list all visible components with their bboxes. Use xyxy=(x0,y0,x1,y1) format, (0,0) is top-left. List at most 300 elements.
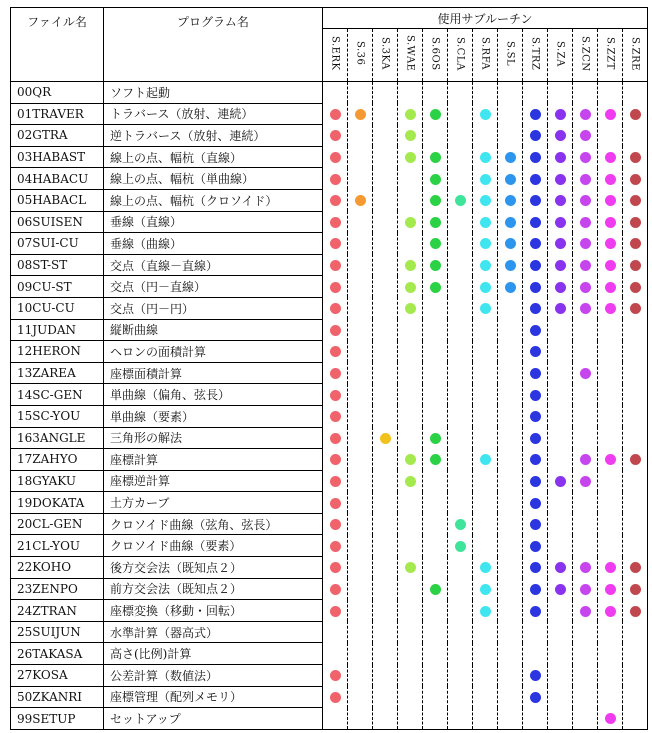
usage-dot xyxy=(480,562,491,573)
usage-cell xyxy=(398,384,423,406)
subroutine-header-label: S.WAE xyxy=(404,35,416,72)
program-name-cell: 水準計算（器高式） xyxy=(104,621,323,643)
usage-cell xyxy=(548,405,573,427)
usage-cell xyxy=(423,233,448,255)
usage-cell xyxy=(373,233,398,255)
file-name-cell: 19DOKATA xyxy=(11,492,104,514)
usage-dot xyxy=(605,303,616,314)
usage-cell xyxy=(573,557,598,579)
usage-cell xyxy=(448,686,473,708)
usage-cell xyxy=(548,470,573,492)
usage-cell xyxy=(348,643,373,665)
usage-dot xyxy=(330,195,341,206)
usage-cell xyxy=(398,427,423,449)
subroutine-header xyxy=(448,29,473,82)
usage-cell xyxy=(323,492,348,514)
usage-cell xyxy=(423,600,448,622)
file-name-cell: 22KOHO xyxy=(11,557,104,579)
usage-dot xyxy=(555,217,566,228)
usage-dot xyxy=(480,174,491,185)
usage-dot xyxy=(330,476,341,487)
usage-cell xyxy=(498,254,523,276)
usage-cell xyxy=(348,535,373,557)
usage-cell xyxy=(573,362,598,384)
usage-dot xyxy=(480,238,491,249)
file-name-cell: 07SUI-CU xyxy=(11,233,104,255)
usage-cell xyxy=(498,405,523,427)
usage-cell xyxy=(398,492,423,514)
usage-cell xyxy=(473,557,498,579)
usage-dot xyxy=(530,498,541,509)
usage-dot xyxy=(330,692,341,703)
usage-dot xyxy=(405,476,416,487)
usage-cell xyxy=(623,168,648,190)
usage-dot xyxy=(505,174,516,185)
usage-dot xyxy=(430,260,441,271)
subroutine-header-label: S.CLA xyxy=(454,36,466,71)
program-name-cell: 後方交会法（既知点２） xyxy=(104,557,323,579)
subroutine-header xyxy=(423,29,448,82)
file-name-cell: 06SUISEN xyxy=(11,211,104,233)
usage-cell xyxy=(323,557,348,579)
usage-dot xyxy=(530,562,541,573)
usage-dot xyxy=(580,454,591,465)
usage-cell xyxy=(323,168,348,190)
usage-dot xyxy=(330,562,341,573)
usage-cell xyxy=(448,254,473,276)
usage-cell xyxy=(498,297,523,319)
usage-cell xyxy=(598,125,623,147)
usage-cell xyxy=(623,103,648,125)
usage-cell xyxy=(498,427,523,449)
usage-cell xyxy=(348,103,373,125)
usage-dot xyxy=(480,303,491,314)
usage-cell xyxy=(348,708,373,730)
subroutine-header xyxy=(373,29,398,82)
usage-cell xyxy=(473,82,498,104)
usage-cell xyxy=(348,276,373,298)
usage-cell xyxy=(498,103,523,125)
usage-cell xyxy=(398,82,423,104)
usage-cell xyxy=(598,362,623,384)
usage-cell xyxy=(448,276,473,298)
usage-dot xyxy=(605,562,616,573)
usage-dot xyxy=(630,174,641,185)
usage-cell xyxy=(498,341,523,363)
usage-cell xyxy=(498,513,523,535)
usage-cell xyxy=(473,168,498,190)
usage-cell xyxy=(523,233,548,255)
usage-cell xyxy=(398,189,423,211)
usage-cell xyxy=(498,449,523,471)
usage-dot xyxy=(330,130,341,141)
usage-cell xyxy=(623,362,648,384)
usage-cell xyxy=(323,384,348,406)
usage-cell xyxy=(623,405,648,427)
usage-cell xyxy=(348,405,373,427)
usage-dot xyxy=(530,174,541,185)
usage-cell xyxy=(548,125,573,147)
usage-cell xyxy=(498,621,523,643)
table-row xyxy=(11,427,648,449)
table-row xyxy=(11,146,648,168)
table-row xyxy=(11,362,648,384)
usage-cell xyxy=(598,254,623,276)
usage-cell xyxy=(348,449,373,471)
usage-cell xyxy=(498,146,523,168)
usage-cell xyxy=(573,233,598,255)
usage-dot xyxy=(330,519,341,530)
program-name-cell: 垂線（直線） xyxy=(104,211,323,233)
usage-cell xyxy=(398,146,423,168)
usage-dot xyxy=(630,260,641,271)
usage-cell xyxy=(373,492,398,514)
usage-cell xyxy=(348,384,373,406)
usage-cell xyxy=(373,319,398,341)
usage-cell xyxy=(623,535,648,557)
usage-cell xyxy=(573,643,598,665)
usage-cell xyxy=(348,125,373,147)
table-row xyxy=(11,189,648,211)
usage-dot xyxy=(605,195,616,206)
usage-cell xyxy=(598,427,623,449)
usage-dot xyxy=(330,670,341,681)
program-name-cell: トラバース（放射、連続） xyxy=(104,103,323,125)
usage-dot xyxy=(530,303,541,314)
usage-cell xyxy=(373,146,398,168)
file-name-cell: 21CL-YOU xyxy=(11,535,104,557)
usage-cell xyxy=(473,211,498,233)
usage-cell xyxy=(598,341,623,363)
usage-cell xyxy=(448,362,473,384)
usage-dot xyxy=(630,606,641,617)
usage-cell xyxy=(398,319,423,341)
usage-cell xyxy=(548,578,573,600)
header-row-top xyxy=(11,8,648,29)
usage-cell xyxy=(423,125,448,147)
program-name-cell: セットアップ xyxy=(104,708,323,730)
usage-cell xyxy=(373,643,398,665)
usage-cell xyxy=(573,578,598,600)
subroutine-header xyxy=(473,29,498,82)
table-row xyxy=(11,384,648,406)
usage-dot xyxy=(555,282,566,293)
usage-cell xyxy=(548,297,573,319)
usage-cell xyxy=(598,708,623,730)
usage-cell xyxy=(398,708,423,730)
file-name-cell: 05HABACL xyxy=(11,189,104,211)
usage-dot xyxy=(605,238,616,249)
usage-cell xyxy=(523,535,548,557)
usage-cell xyxy=(373,168,398,190)
usage-cell xyxy=(523,319,548,341)
usage-cell xyxy=(623,470,648,492)
usage-cell xyxy=(348,557,373,579)
usage-dot xyxy=(580,109,591,120)
usage-dot xyxy=(480,217,491,228)
usage-cell xyxy=(423,643,448,665)
program-name-cell: ソフト起動 xyxy=(104,82,323,104)
usage-cell xyxy=(498,535,523,557)
usage-cell xyxy=(498,600,523,622)
usage-cell xyxy=(373,405,398,427)
usage-dot xyxy=(555,303,566,314)
usage-cell xyxy=(373,189,398,211)
usage-cell xyxy=(448,513,473,535)
usage-dot xyxy=(630,454,641,465)
usage-cell xyxy=(348,146,373,168)
usage-dot xyxy=(405,282,416,293)
usage-cell xyxy=(523,297,548,319)
file-name-cell: 18GYAKU xyxy=(11,470,104,492)
program-name-cell: 座標計算 xyxy=(104,449,323,471)
usage-cell xyxy=(448,211,473,233)
usage-dot xyxy=(530,282,541,293)
subroutine-header-label: S.ZA xyxy=(554,40,566,67)
usage-dot xyxy=(405,260,416,271)
usage-cell xyxy=(398,600,423,622)
program-name-cell: 線上の点、幅杭（クロソイド） xyxy=(104,189,323,211)
usage-cell xyxy=(498,189,523,211)
table-row xyxy=(11,600,648,622)
usage-cell xyxy=(348,427,373,449)
usage-dot xyxy=(555,130,566,141)
usage-cell xyxy=(348,233,373,255)
usage-cell xyxy=(523,103,548,125)
usage-cell xyxy=(348,254,373,276)
usage-cell xyxy=(523,341,548,363)
usage-cell xyxy=(623,384,648,406)
usage-dot xyxy=(430,109,441,120)
subroutine-header-label: S.ZZT xyxy=(604,37,616,70)
usage-dot xyxy=(430,238,441,249)
usage-cell xyxy=(423,189,448,211)
usage-cell xyxy=(373,427,398,449)
usage-dot xyxy=(580,152,591,163)
program-name-cell: 前方交会法（既知点２） xyxy=(104,578,323,600)
usage-dot xyxy=(505,152,516,163)
usage-cell xyxy=(598,405,623,427)
usage-dot xyxy=(405,562,416,573)
usage-cell xyxy=(323,319,348,341)
usage-cell xyxy=(523,427,548,449)
usage-cell xyxy=(498,708,523,730)
usage-dot xyxy=(330,174,341,185)
usage-cell xyxy=(423,686,448,708)
usage-cell xyxy=(598,211,623,233)
usage-dot xyxy=(330,433,341,444)
usage-cell xyxy=(348,319,373,341)
usage-cell xyxy=(523,168,548,190)
usage-dot xyxy=(330,303,341,314)
program-name-cell: 単曲線（要素） xyxy=(104,405,323,427)
usage-dot xyxy=(580,584,591,595)
usage-cell xyxy=(448,405,473,427)
usage-dot xyxy=(630,562,641,573)
usage-cell xyxy=(573,103,598,125)
usage-dot xyxy=(555,584,566,595)
usage-cell xyxy=(523,405,548,427)
usage-dot xyxy=(605,606,616,617)
usage-cell xyxy=(373,449,398,471)
usage-cell xyxy=(573,708,598,730)
usage-cell xyxy=(373,578,398,600)
usage-cell xyxy=(573,319,598,341)
usage-cell xyxy=(373,82,398,104)
usage-dot xyxy=(505,195,516,206)
usage-dot xyxy=(530,454,541,465)
usage-cell xyxy=(598,470,623,492)
usage-cell xyxy=(623,686,648,708)
subroutine-header-label: S.TRZ xyxy=(529,36,541,71)
usage-dot xyxy=(330,282,341,293)
usage-cell xyxy=(523,384,548,406)
usage-cell xyxy=(548,103,573,125)
usage-cell xyxy=(323,341,348,363)
usage-dot xyxy=(480,152,491,163)
usage-cell xyxy=(323,470,348,492)
usage-cell xyxy=(623,276,648,298)
usage-cell xyxy=(348,578,373,600)
usage-cell xyxy=(473,254,498,276)
file-name-cell: 50ZKANRI xyxy=(11,686,104,708)
usage-dot xyxy=(530,325,541,336)
usage-cell xyxy=(448,168,473,190)
usage-cell xyxy=(548,362,573,384)
usage-cell xyxy=(448,535,473,557)
usage-cell xyxy=(398,276,423,298)
usage-dot xyxy=(580,303,591,314)
file-name-cell: 20CL-GEN xyxy=(11,513,104,535)
usage-dot xyxy=(455,195,466,206)
usage-cell xyxy=(473,708,498,730)
usage-cell xyxy=(423,341,448,363)
program-name-cell: クロソイド曲線（弦角、弦長） xyxy=(104,513,323,535)
usage-cell xyxy=(348,82,373,104)
usage-cell xyxy=(598,535,623,557)
program-name-cell: ヘロンの面積計算 xyxy=(104,341,323,363)
usage-cell xyxy=(548,643,573,665)
usage-cell xyxy=(423,146,448,168)
usage-cell xyxy=(423,557,448,579)
usage-cell xyxy=(373,297,398,319)
usage-cell xyxy=(398,362,423,384)
table-row xyxy=(11,276,648,298)
usage-dot xyxy=(530,519,541,530)
usage-dot xyxy=(405,454,416,465)
usage-cell xyxy=(448,449,473,471)
usage-cell xyxy=(398,341,423,363)
usage-cell xyxy=(548,82,573,104)
usage-cell xyxy=(573,297,598,319)
usage-dot xyxy=(430,282,441,293)
file-name-cell: 27KOSA xyxy=(11,665,104,687)
usage-cell xyxy=(523,470,548,492)
subroutine-header xyxy=(623,29,648,82)
usage-cell xyxy=(373,125,398,147)
usage-cell xyxy=(598,146,623,168)
usage-cell xyxy=(573,686,598,708)
usage-cell xyxy=(448,600,473,622)
usage-dot xyxy=(355,195,366,206)
usage-cell xyxy=(623,341,648,363)
usage-cell xyxy=(323,665,348,687)
usage-cell xyxy=(398,405,423,427)
usage-cell xyxy=(448,82,473,104)
table-row xyxy=(11,643,648,665)
usage-cell xyxy=(623,621,648,643)
usage-cell xyxy=(523,513,548,535)
usage-dot xyxy=(480,606,491,617)
usage-cell xyxy=(423,535,448,557)
usage-cell xyxy=(448,384,473,406)
usage-cell xyxy=(623,146,648,168)
usage-cell xyxy=(323,146,348,168)
file-name-cell: 04HABACU xyxy=(11,168,104,190)
usage-dot xyxy=(455,541,466,552)
usage-cell xyxy=(598,492,623,514)
usage-cell xyxy=(423,621,448,643)
usage-cell xyxy=(598,103,623,125)
program-name-cell: 座標面積計算 xyxy=(104,362,323,384)
usage-cell xyxy=(498,211,523,233)
usage-cell xyxy=(523,276,548,298)
usage-cell xyxy=(573,341,598,363)
usage-dot xyxy=(605,260,616,271)
usage-cell xyxy=(323,535,348,557)
usage-dot xyxy=(330,346,341,357)
usage-cell xyxy=(373,470,398,492)
usage-cell xyxy=(548,233,573,255)
usage-cell xyxy=(598,319,623,341)
usage-dot xyxy=(355,109,366,120)
usage-cell xyxy=(473,233,498,255)
usage-dot xyxy=(405,303,416,314)
usage-dot xyxy=(480,109,491,120)
usage-dot xyxy=(430,152,441,163)
program-name-cell: 座標逆計算 xyxy=(104,470,323,492)
usage-cell xyxy=(323,233,348,255)
usage-cell xyxy=(423,362,448,384)
usage-cell xyxy=(348,341,373,363)
usage-cell xyxy=(498,557,523,579)
subroutine-header-label: S.3KA xyxy=(379,37,391,70)
table-row xyxy=(11,449,648,471)
usage-cell xyxy=(348,362,373,384)
usage-cell xyxy=(373,621,398,643)
subroutine-header-label: S.ZRE xyxy=(629,36,641,71)
usage-cell xyxy=(573,427,598,449)
usage-cell xyxy=(523,362,548,384)
usage-cell xyxy=(373,686,398,708)
usage-cell xyxy=(348,621,373,643)
usage-dot xyxy=(430,195,441,206)
usage-cell xyxy=(323,449,348,471)
table-row xyxy=(11,535,648,557)
usage-cell xyxy=(548,665,573,687)
subroutine-header xyxy=(348,29,373,82)
usage-cell xyxy=(473,449,498,471)
usage-dot xyxy=(605,152,616,163)
usage-cell xyxy=(348,211,373,233)
usage-dot xyxy=(630,152,641,163)
usage-cell xyxy=(398,665,423,687)
usage-cell xyxy=(548,513,573,535)
usage-cell xyxy=(498,643,523,665)
usage-cell xyxy=(573,254,598,276)
usage-cell xyxy=(623,211,648,233)
usage-cell xyxy=(323,578,348,600)
